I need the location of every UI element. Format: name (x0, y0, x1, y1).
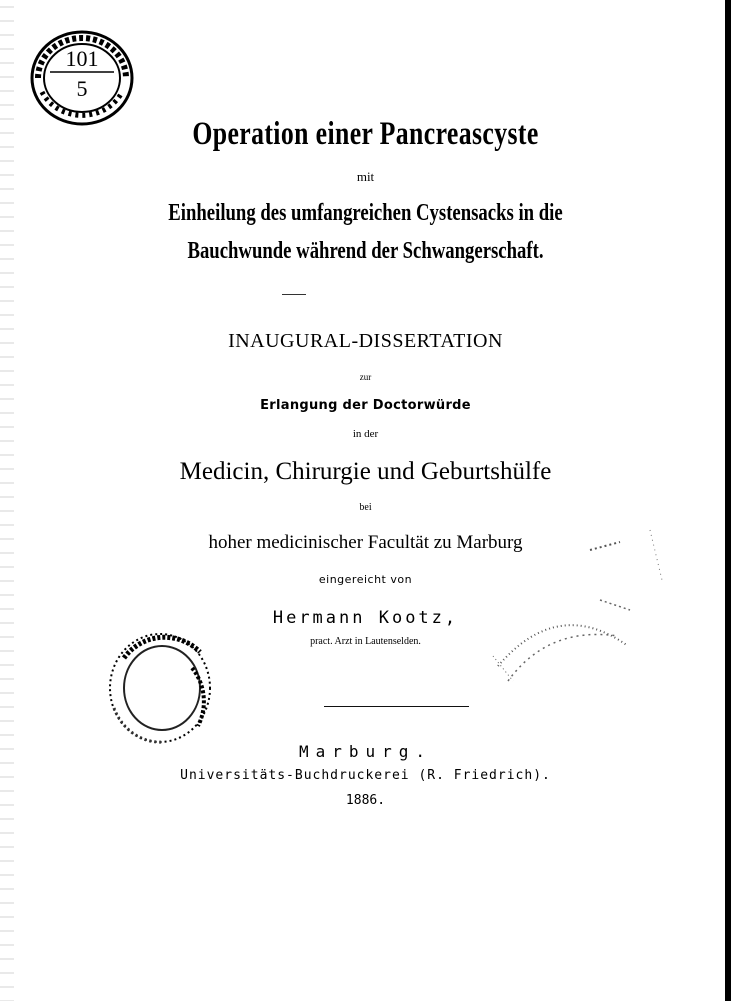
long-divider (324, 706, 469, 707)
purpose-text: Erlangung der Doctorwürde (260, 398, 471, 413)
in-der-text: in der (352, 428, 379, 440)
scan-right-border (725, 0, 731, 1001)
document-title: Operation einer Pancreascyste (192, 116, 539, 152)
short-divider (282, 294, 306, 295)
connector-text: mit (356, 169, 375, 184)
publication-city: Marburg. (298, 742, 433, 761)
author-name: Hermann Kootz, (272, 608, 459, 628)
fields-text: Medicin, Chirurgie und Geburtshülfe (179, 458, 552, 485)
library-stamp (28, 28, 136, 128)
stamp-number-bottom: 5 (76, 76, 88, 101)
dissertation-heading: INAUGURAL-DISSERTATION (228, 330, 503, 352)
subtitle-line-1: Einheilung des umfangreichen Cystensacks in die (168, 200, 563, 226)
printer-text: Universitäts-Buchdruckerei (R. Friedrich). (180, 768, 551, 783)
bei-text: bei (359, 502, 372, 513)
faculty-text: hoher medicinischer Facultät zu Marburg (208, 532, 523, 553)
scan-left-edge (0, 0, 14, 1001)
publication-year: 1886. (345, 793, 386, 808)
subtitle-line-2: Bauchwunde während der Schwangerschaft. (187, 238, 544, 264)
stamp-number-top: 101 (65, 46, 99, 71)
author-note: pract. Arzt in Lautenselden. (310, 636, 421, 647)
zur-text: zur (359, 372, 372, 382)
submitted-by-text: eingereicht von (318, 573, 413, 586)
